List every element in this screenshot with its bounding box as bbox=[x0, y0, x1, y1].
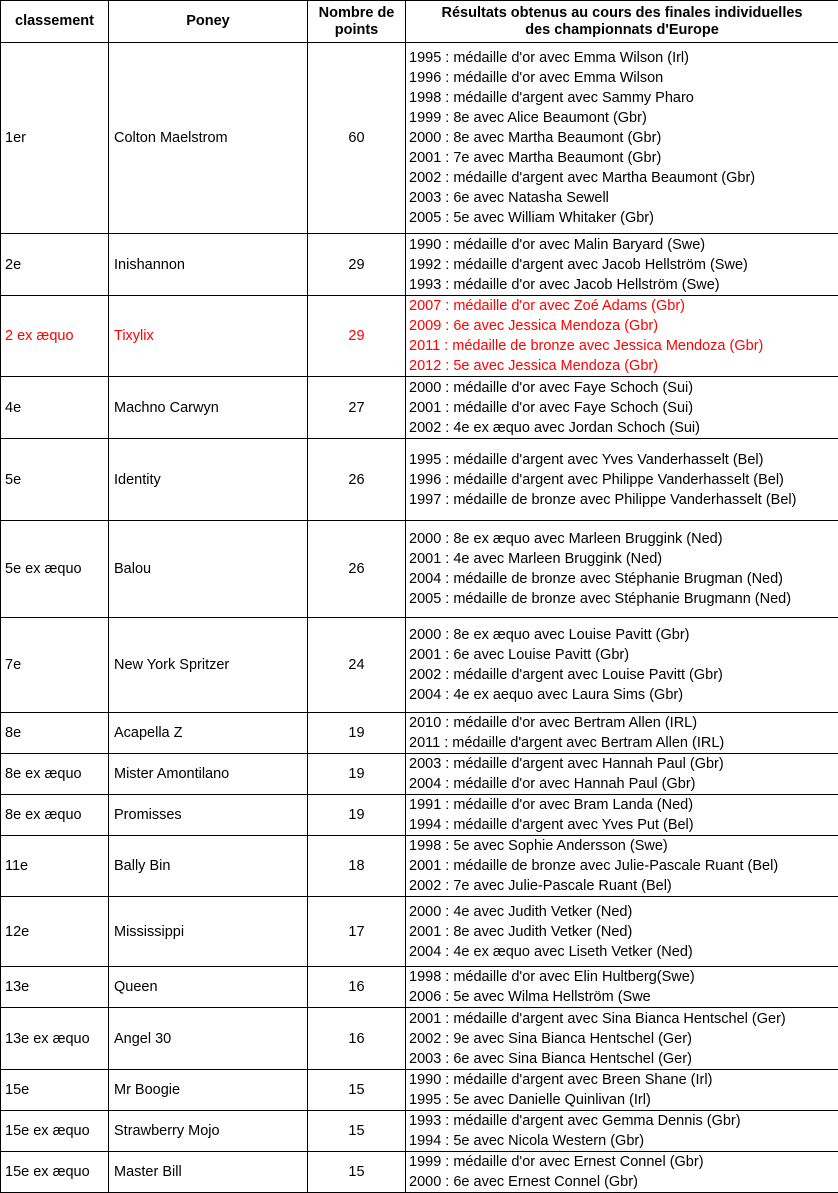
rank-cell: 2e bbox=[1, 234, 109, 296]
pony-cell: Bally Bin bbox=[109, 836, 308, 897]
header-row bbox=[1, 1, 838, 43]
result-line: 2007 : médaille d'or avec Zoé Adams (Gbr) bbox=[409, 296, 838, 316]
results-cell bbox=[406, 296, 838, 377]
points-cell: 15 bbox=[308, 1070, 406, 1111]
pony-cell: Angel 30 bbox=[109, 1008, 308, 1070]
result-line: 1996 : médaille d'argent avec Philippe Vanderhasselt (Bel) bbox=[409, 470, 838, 490]
result-line: 1992 : médaille d'argent avec Jacob Hellström (Swe) bbox=[409, 255, 838, 275]
points-cell: 15 bbox=[308, 1111, 406, 1152]
result-line: 1993 : médaille d'argent avec Gemma Dennis (Gbr) bbox=[409, 1111, 838, 1131]
points-cell: 29 bbox=[308, 296, 406, 377]
points-cell: 29 bbox=[308, 234, 406, 296]
result-line: 1995 : médaille d'argent avec Yves Vanderhasselt (Bel) bbox=[409, 450, 838, 470]
result-line: 1998 : 5e avec Sophie Andersson (Swe) bbox=[409, 836, 838, 856]
rank-cell: 2 ex æquo bbox=[1, 296, 109, 377]
result-line: 2001 : 4e avec Marleen Bruggink (Ned) bbox=[409, 549, 838, 569]
result-line: 2001 : 6e avec Louise Pavitt (Gbr) bbox=[409, 645, 838, 665]
result-line: 2001 : 7e avec Martha Beaumont (Gbr) bbox=[409, 148, 838, 168]
result-line: 2002 : 4e ex æquo avec Jordan Schoch (Sui) bbox=[409, 418, 838, 438]
result-line: 1996 : médaille d'or avec Emma Wilson bbox=[409, 68, 838, 88]
rank-cell: 5e ex æquo bbox=[1, 521, 109, 618]
header-results-line2: des championnats d'Europe bbox=[406, 22, 838, 39]
table-row bbox=[1, 897, 838, 967]
result-line: 1998 : médaille d'or avec Elin Hultberg(Swe) bbox=[409, 967, 838, 987]
table-row bbox=[1, 618, 838, 713]
rank-cell: 13e ex æquo bbox=[1, 1008, 109, 1070]
rank-cell: 15e ex æquo bbox=[1, 1111, 109, 1152]
results-cell bbox=[406, 618, 838, 713]
rank-cell: 12e bbox=[1, 897, 109, 967]
results-cell bbox=[406, 521, 838, 618]
result-line: 1995 : médaille d'or avec Emma Wilson (Irl) bbox=[409, 48, 838, 68]
results-cell bbox=[406, 43, 838, 234]
header-results bbox=[406, 1, 838, 43]
result-line: 2003 : 6e avec Sina Bianca Hentschel (Ger) bbox=[409, 1049, 838, 1069]
rank-cell: 1er bbox=[1, 43, 109, 234]
rank-cell: 15e bbox=[1, 1070, 109, 1111]
points-cell: 18 bbox=[308, 836, 406, 897]
result-line: 1997 : médaille de bronze avec Philippe Vanderhasselt (Bel) bbox=[409, 490, 838, 510]
header-rank: classement bbox=[1, 1, 109, 43]
result-line: 1994 : 5e avec Nicola Western (Gbr) bbox=[409, 1131, 838, 1151]
results-cell bbox=[406, 1070, 838, 1111]
points-cell: 24 bbox=[308, 618, 406, 713]
table-body bbox=[1, 43, 838, 1193]
result-line: 1994 : médaille d'argent avec Yves Put (Bel) bbox=[409, 815, 838, 835]
results-cell bbox=[406, 713, 838, 754]
results-cell bbox=[406, 795, 838, 836]
result-line: 2004 : médaille de bronze avec Stéphanie Brugman (Ned) bbox=[409, 569, 838, 589]
result-line: 1991 : médaille d'or avec Bram Landa (Ned) bbox=[409, 795, 838, 815]
points-cell: 27 bbox=[308, 377, 406, 439]
results-cell bbox=[406, 897, 838, 967]
table-row bbox=[1, 439, 838, 521]
result-line: 2011 : médaille de bronze avec Jessica Mendoza (Gbr) bbox=[409, 336, 838, 356]
points-cell: 17 bbox=[308, 897, 406, 967]
result-line: 2006 : 5e avec Wilma Hellström (Swe bbox=[409, 987, 838, 1007]
rank-cell: 5e bbox=[1, 439, 109, 521]
result-line: 1990 : médaille d'argent avec Breen Shane (Irl) bbox=[409, 1070, 838, 1090]
results-cell bbox=[406, 1008, 838, 1070]
rank-cell: 8e ex æquo bbox=[1, 795, 109, 836]
pony-cell: Colton Maelstrom bbox=[109, 43, 308, 234]
result-line: 1995 : 5e avec Danielle Quinlivan (Irl) bbox=[409, 1090, 838, 1110]
result-line: 2000 : médaille d'or avec Faye Schoch (Sui) bbox=[409, 378, 838, 398]
pony-cell: Tixylix bbox=[109, 296, 308, 377]
result-line: 2004 : médaille d'or avec Hannah Paul (Gbr) bbox=[409, 774, 838, 794]
result-line: 2000 : 8e ex æquo avec Marleen Bruggink (Ned) bbox=[409, 529, 838, 549]
table-row bbox=[1, 296, 838, 377]
table-row bbox=[1, 795, 838, 836]
rank-cell: 8e bbox=[1, 713, 109, 754]
result-line: 2000 : 4e avec Judith Vetker (Ned) bbox=[409, 902, 838, 922]
pony-cell: Mississippi bbox=[109, 897, 308, 967]
result-line: 1999 : médaille d'or avec Ernest Connel (Gbr) bbox=[409, 1152, 838, 1172]
results-cell bbox=[406, 439, 838, 521]
rank-cell: 4e bbox=[1, 377, 109, 439]
result-line: 2001 : 8e avec Judith Vetker (Ned) bbox=[409, 922, 838, 942]
points-cell: 16 bbox=[308, 967, 406, 1008]
pony-cell: Queen bbox=[109, 967, 308, 1008]
results-cell bbox=[406, 234, 838, 296]
result-line: 2000 : 8e avec Martha Beaumont (Gbr) bbox=[409, 128, 838, 148]
table-row bbox=[1, 1008, 838, 1070]
result-line: 2000 : 8e ex æquo avec Louise Pavitt (Gbr) bbox=[409, 625, 838, 645]
pony-cell: Machno Carwyn bbox=[109, 377, 308, 439]
result-line: 2001 : médaille de bronze avec Julie-Pascale Ruant (Bel) bbox=[409, 856, 838, 876]
rank-cell: 13e bbox=[1, 967, 109, 1008]
result-line: 1998 : médaille d'argent avec Sammy Pharo bbox=[409, 88, 838, 108]
pony-cell: Mister Amontilano bbox=[109, 754, 308, 795]
result-line: 2005 : médaille de bronze avec Stéphanie Brugmann (Ned) bbox=[409, 589, 838, 609]
result-line: 1990 : médaille d'or avec Malin Baryard (Swe) bbox=[409, 235, 838, 255]
result-line: 2012 : 5e avec Jessica Mendoza (Gbr) bbox=[409, 356, 838, 376]
points-cell: 26 bbox=[308, 439, 406, 521]
pony-cell: Promisses bbox=[109, 795, 308, 836]
result-line: 2004 : 4e ex aequo avec Laura Sims (Gbr) bbox=[409, 685, 838, 705]
results-cell bbox=[406, 754, 838, 795]
points-cell: 16 bbox=[308, 1008, 406, 1070]
result-line: 2010 : médaille d'or avec Bertram Allen (IRL) bbox=[409, 713, 838, 733]
points-cell: 26 bbox=[308, 521, 406, 618]
result-line: 2003 : médaille d'argent avec Hannah Paul (Gbr) bbox=[409, 754, 838, 774]
table-row bbox=[1, 234, 838, 296]
results-cell bbox=[406, 377, 838, 439]
result-line: 1993 : médaille d'or avec Jacob Hellström (Swe) bbox=[409, 275, 838, 295]
result-line: 2002 : médaille d'argent avec Martha Beaumont (Gbr) bbox=[409, 168, 838, 188]
header-points bbox=[308, 1, 406, 43]
points-cell: 19 bbox=[308, 713, 406, 754]
results-cell bbox=[406, 1111, 838, 1152]
rank-cell: 7e bbox=[1, 618, 109, 713]
pony-cell: Mr Boogie bbox=[109, 1070, 308, 1111]
pony-cell: Identity bbox=[109, 439, 308, 521]
points-cell: 60 bbox=[308, 43, 406, 234]
results-cell bbox=[406, 967, 838, 1008]
result-line: 1999 : 8e avec Alice Beaumont (Gbr) bbox=[409, 108, 838, 128]
points-cell: 15 bbox=[308, 1152, 406, 1193]
rank-cell: 8e ex æquo bbox=[1, 754, 109, 795]
result-line: 2002 : 7e avec Julie-Pascale Ruant (Bel) bbox=[409, 876, 838, 896]
table-row bbox=[1, 1111, 838, 1152]
points-cell: 19 bbox=[308, 795, 406, 836]
table-row bbox=[1, 377, 838, 439]
result-line: 2002 : 9e avec Sina Bianca Hentschel (Ger) bbox=[409, 1029, 838, 1049]
pony-cell: New York Spritzer bbox=[109, 618, 308, 713]
table-row bbox=[1, 713, 838, 754]
result-line: 2003 : 6e avec Natasha Sewell bbox=[409, 188, 838, 208]
result-line: 2001 : médaille d'or avec Faye Schoch (Sui) bbox=[409, 398, 838, 418]
result-line: 2011 : médaille d'argent avec Bertram Allen (IRL) bbox=[409, 733, 838, 753]
points-cell: 19 bbox=[308, 754, 406, 795]
result-line: 2001 : médaille d'argent avec Sina Bianca Hentschel (Ger) bbox=[409, 1009, 838, 1029]
table-row bbox=[1, 1152, 838, 1193]
header-results-line1: Résultats obtenus au cours des finales individuelles bbox=[406, 5, 838, 22]
header-points-line1: Nombre de bbox=[308, 5, 405, 22]
results-cell bbox=[406, 836, 838, 897]
pony-cell: Acapella Z bbox=[109, 713, 308, 754]
result-line: 2005 : 5e avec William Whitaker (Gbr) bbox=[409, 208, 838, 228]
pony-cell: Master Bill bbox=[109, 1152, 308, 1193]
table-row bbox=[1, 836, 838, 897]
rank-cell: 15e ex æquo bbox=[1, 1152, 109, 1193]
pony-cell: Balou bbox=[109, 521, 308, 618]
table-row bbox=[1, 754, 838, 795]
result-line: 2000 : 6e avec Ernest Connel (Gbr) bbox=[409, 1172, 838, 1192]
result-line: 2002 : médaille d'argent avec Louise Pavitt (Gbr) bbox=[409, 665, 838, 685]
table-row bbox=[1, 43, 838, 234]
result-line: 2009 : 6e avec Jessica Mendoza (Gbr) bbox=[409, 316, 838, 336]
results-cell bbox=[406, 1152, 838, 1193]
pony-cell: Strawberry Mojo bbox=[109, 1111, 308, 1152]
table-row bbox=[1, 967, 838, 1008]
header-pony: Poney bbox=[109, 1, 308, 43]
table-row bbox=[1, 1070, 838, 1111]
result-line: 2004 : 4e ex æquo avec Liseth Vetker (Ned) bbox=[409, 942, 838, 962]
table-row bbox=[1, 521, 838, 618]
rank-cell: 11e bbox=[1, 836, 109, 897]
header-points-line2: points bbox=[308, 22, 405, 39]
pony-cell: Inishannon bbox=[109, 234, 308, 296]
